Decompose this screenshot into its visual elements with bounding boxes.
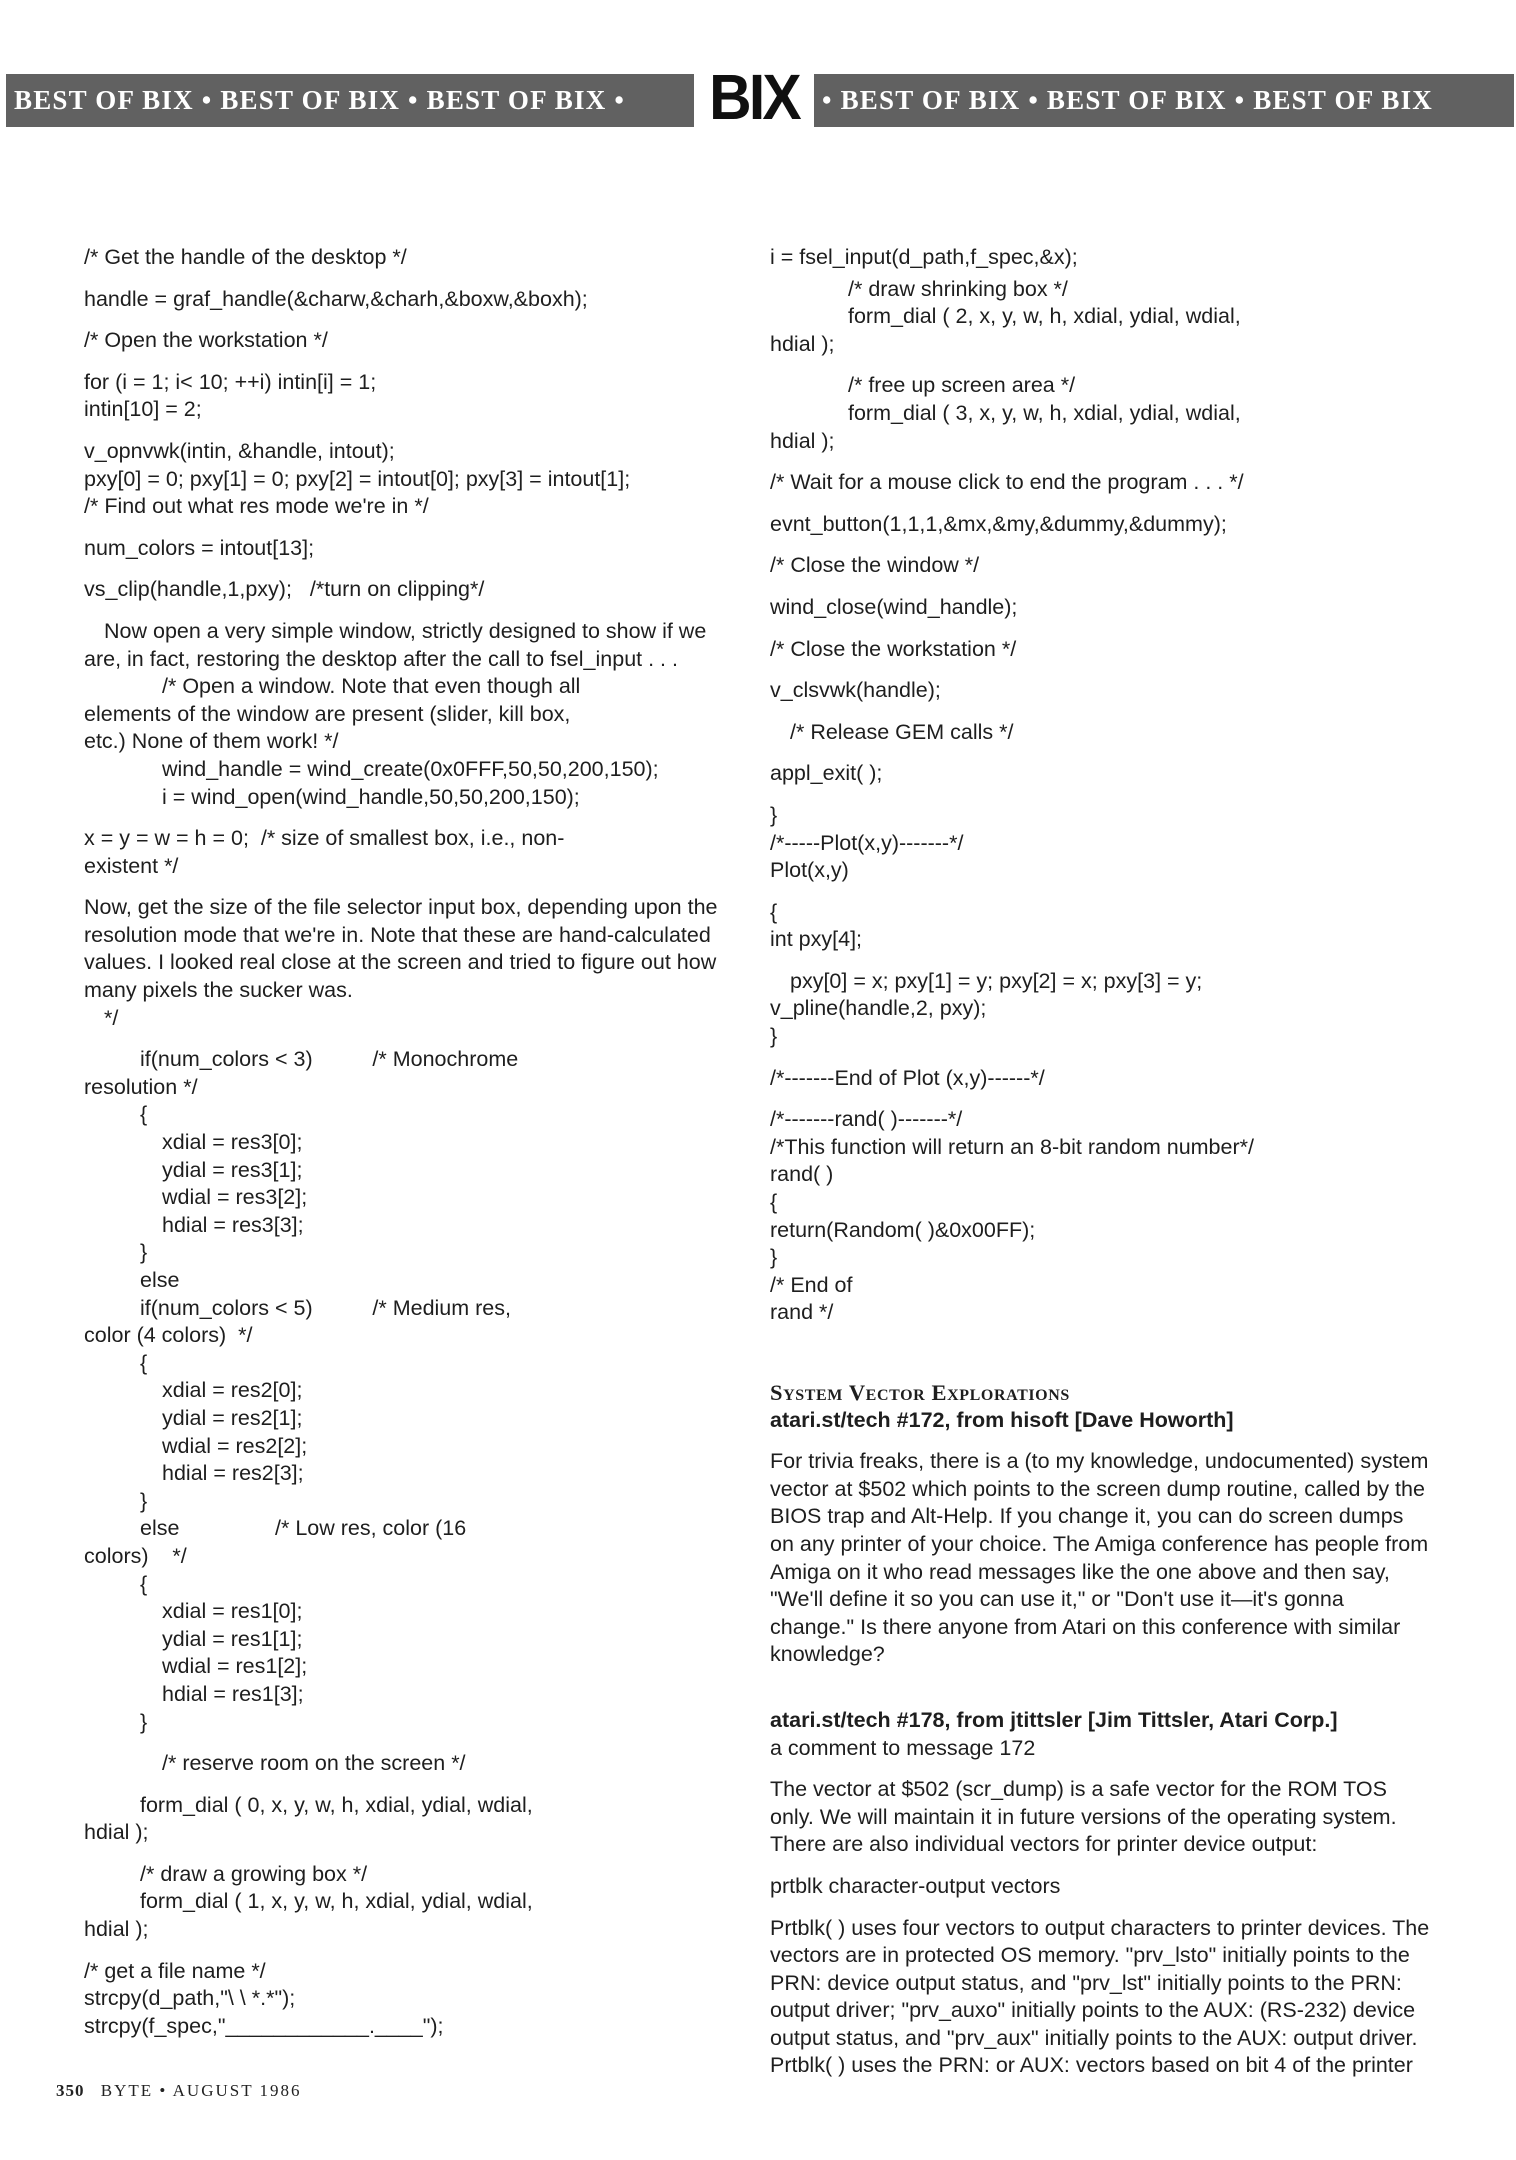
code-line: i = fsel_input(d_path,f_spec,&x); (770, 245, 1078, 269)
code-line: existent */ (84, 853, 179, 878)
code-line: resolution */ (84, 1074, 198, 1099)
code-line: elements of the window are present (slider, kill box, (84, 701, 571, 726)
code-line: /* Find out what res mode we're in */ (84, 494, 429, 519)
code-line: { (140, 1571, 148, 1596)
code-line: } (140, 1240, 148, 1265)
body-paragraph: Now open a very simple window, strictly designed to show if we are, in fact, restoring the desktop after the call to fsel_input . . . (84, 618, 707, 671)
code-line: /*This function will return an 8-bit random number*/ (770, 1134, 1254, 1159)
code-line: rand */ (770, 1300, 834, 1325)
code-line: form_dial ( 2, x, y, w, h, xdial, ydial, wdial, (848, 304, 1241, 329)
code-line: hdial ); (84, 1917, 149, 1942)
code-line: pxy[0] = 0; pxy[1] = 0; pxy[2] = intout[0]; pxy[3] = intout[1]; (84, 466, 631, 491)
code-line: /* Release GEM calls */ (790, 719, 1014, 744)
code-line: for (i = 1; i< 10; ++i) intin[i] = 1; (84, 369, 377, 394)
code-line: ydial = res1[1]; (162, 1626, 303, 1651)
code-line: wind_close(wind_handle); (770, 594, 1018, 619)
code-line: hdial = res3[3]; (162, 1212, 304, 1237)
code-line: } (770, 802, 778, 827)
code-line: xdial = res2[0]; (162, 1378, 303, 1403)
code-line: } (770, 1024, 778, 1049)
code-line: int pxy[4]; (770, 927, 863, 952)
code-line: rand( ) (770, 1162, 834, 1187)
code-line: hdial ); (770, 331, 835, 356)
code-line: form_dial ( 3, x, y, w, h, xdial, ydial, wdial, (848, 400, 1241, 425)
code-line: vs_clip(handle,1,pxy); /*turn on clipping*/ (84, 577, 485, 602)
code-line: xdial = res3[0]; (162, 1130, 303, 1155)
page-footer (56, 2081, 302, 2101)
code-line: */ (104, 1005, 119, 1030)
banner-left: BEST OF BIX • BEST OF BIX • BEST OF BIX • (6, 74, 694, 127)
code-line: xdial = res1[0]; (162, 1599, 303, 1624)
code-line: wdial = res1[2]; (162, 1654, 308, 1679)
message-body: Prtblk( ) uses four vectors to output characters to printer devices. The vectors are in protected OS memory. "prv_lsto" initially points to the PRN: device output status, and "prv_lst" initially points to the PRN: output driver; "prv_auxo" initially points to the AUX: (RS-232) device output status, and "prv_aux" initially points to the AUX: output driver. Prtblk( ) uses the PRN: or AUX: vectors based on bit 4 of the printer (770, 1915, 1430, 2078)
code-line: i = wind_open(wind_handle,50,50,200,150); (162, 784, 580, 809)
message-header: atari.st/tech #178, from jtittsler [Jim Tittsler, Atari Corp.] (770, 1707, 1338, 1732)
right-column (770, 244, 1430, 2080)
message-body: The vector at $502 (scr_dump) is a safe vector for the ROM TOS only. We will maintain it in future versions of the operating system. There are also individual vectors for printer device output: (770, 1777, 1397, 1857)
code-line: strcpy(d_path,"\ \ *.*"); (84, 1986, 296, 2011)
code-line: else /* Low res, color (16 (140, 1516, 467, 1541)
section-title: System Vector Explorations (770, 1380, 1070, 1405)
code-line: form_dial ( 1, x, y, w, h, xdial, ydial, wdial, (140, 1889, 533, 1914)
code-line: } (140, 1709, 148, 1734)
code-line: colors) */ (84, 1543, 187, 1568)
code-line: wind_handle = wind_create(0x0FFF,50,50,200,150); (162, 756, 659, 781)
code-line: num_colors = intout[13]; (84, 535, 315, 560)
code-line: /* End of (770, 1272, 853, 1297)
message-body: For trivia freaks, there is a (to my knowledge, undocumented) system vector at $502 which points to the screen dump routine, called by the BIOS trap and Alt-Help. If you change it, you can do screen dumps on any printer of your choice. The Amiga conference has people from Amiga on it who read messages like the one above and then say, "We'll define it so you can use it," or "Don't use it—it's gonna change." Is there anyone from Atari on this conference with similar knowledge? (770, 1449, 1429, 1667)
code-line: v_opnvwk(intin, &handle, intout); (84, 438, 395, 463)
code-line: /* get a file name */ (84, 1958, 266, 1983)
code-line: } (770, 1245, 778, 1270)
code-line: /* draw a growing box */ (140, 1861, 368, 1886)
code-line: /* Wait for a mouse click to end the program . . . */ (770, 470, 1244, 495)
code-line: /* Open a window. Note that even though all (162, 674, 581, 699)
code-line: /* Get the handle of the desktop */ (84, 245, 407, 269)
code-line: else (140, 1268, 180, 1292)
code-line: form_dial ( 0, x, y, w, h, xdial, ydial, wdial, (140, 1792, 533, 1817)
code-line: if(num_colors < 5) /* Medium res, (140, 1295, 511, 1320)
code-line: evnt_button(1,1,1,&mx,&my,&dummy,&dummy); (770, 511, 1227, 536)
code-line: hdial ); (770, 428, 835, 453)
page-number: 350 (56, 2081, 85, 2100)
code-line: { (770, 1190, 778, 1215)
code-line: /*-------rand( )-------*/ (770, 1107, 963, 1132)
code-line: } (140, 1488, 148, 1513)
message-subheader: a comment to message 172 (770, 1735, 1036, 1760)
code-line: { (770, 899, 778, 924)
code-line: /*-------End of Plot (x,y)------*/ (770, 1065, 1045, 1090)
code-line: hdial = res2[3]; (162, 1461, 304, 1486)
code-line: wdial = res2[2]; (162, 1433, 308, 1458)
code-line: ydial = res3[1]; (162, 1157, 303, 1182)
code-line: /* Close the window */ (770, 553, 980, 578)
bix-logo: BIX (709, 61, 799, 133)
body-paragraph: Now, get the size of the file selector input box, depending upon the resolution mode that we're in. Note that these are hand-calculated values. I looked real close at the screen and tried to figure out how many pixels the sucker was. (84, 895, 718, 1003)
code-line: wdial = res3[2]; (162, 1185, 308, 1210)
code-line: /* draw shrinking box */ (848, 276, 1068, 301)
code-line: /* free up screen area */ (848, 373, 1076, 398)
code-line: /* reserve room on the screen */ (162, 1751, 466, 1776)
message-header: atari.st/tech #172, from hisoft [Dave Howorth] (770, 1407, 1234, 1432)
code-line: intin[10] = 2; (84, 397, 202, 422)
code-line: /*-----Plot(x,y)-------*/ (770, 830, 964, 855)
code-line: return(Random( )&0x00FF); (770, 1217, 1036, 1242)
code-line: if(num_colors < 3) /* Monochrome (140, 1047, 519, 1072)
code-line: ydial = res2[1]; (162, 1405, 303, 1430)
left-column (84, 244, 734, 2040)
banner-right: • BEST OF BIX • BEST OF BIX • BEST OF BIX (814, 74, 1514, 127)
code-line: pxy[0] = x; pxy[1] = y; pxy[2] = x; pxy[3] = y; (790, 968, 1203, 993)
code-line: color (4 colors) */ (84, 1323, 253, 1348)
code-line: { (140, 1350, 148, 1375)
code-line: v_pline(handle,2, pxy); (770, 996, 987, 1021)
code-line: v_clsvwk(handle); (770, 678, 941, 703)
code-line: x = y = w = h = 0; /* size of smallest box, i.e., non- (84, 826, 565, 851)
code-line: hdial ); (84, 1820, 149, 1845)
footer-text: BYTE • AUGUST 1986 (100, 2081, 302, 2100)
code-line: appl_exit( ); (770, 761, 883, 786)
code-line: Plot(x,y) (770, 858, 849, 883)
code-line: /* Open the workstation */ (84, 328, 328, 353)
code-line: handle = graf_handle(&charw,&charh,&boxw,&boxh); (84, 286, 588, 311)
code-line: strcpy(f_spec,"____________.____"); (84, 2013, 444, 2038)
code-line: hdial = res1[3]; (162, 1681, 304, 1706)
message-line: prtblk character-output vectors (770, 1873, 1061, 1898)
code-line: /* Close the workstation */ (770, 636, 1017, 661)
code-line: etc.) None of them work! */ (84, 729, 339, 754)
code-line: { (140, 1102, 148, 1127)
